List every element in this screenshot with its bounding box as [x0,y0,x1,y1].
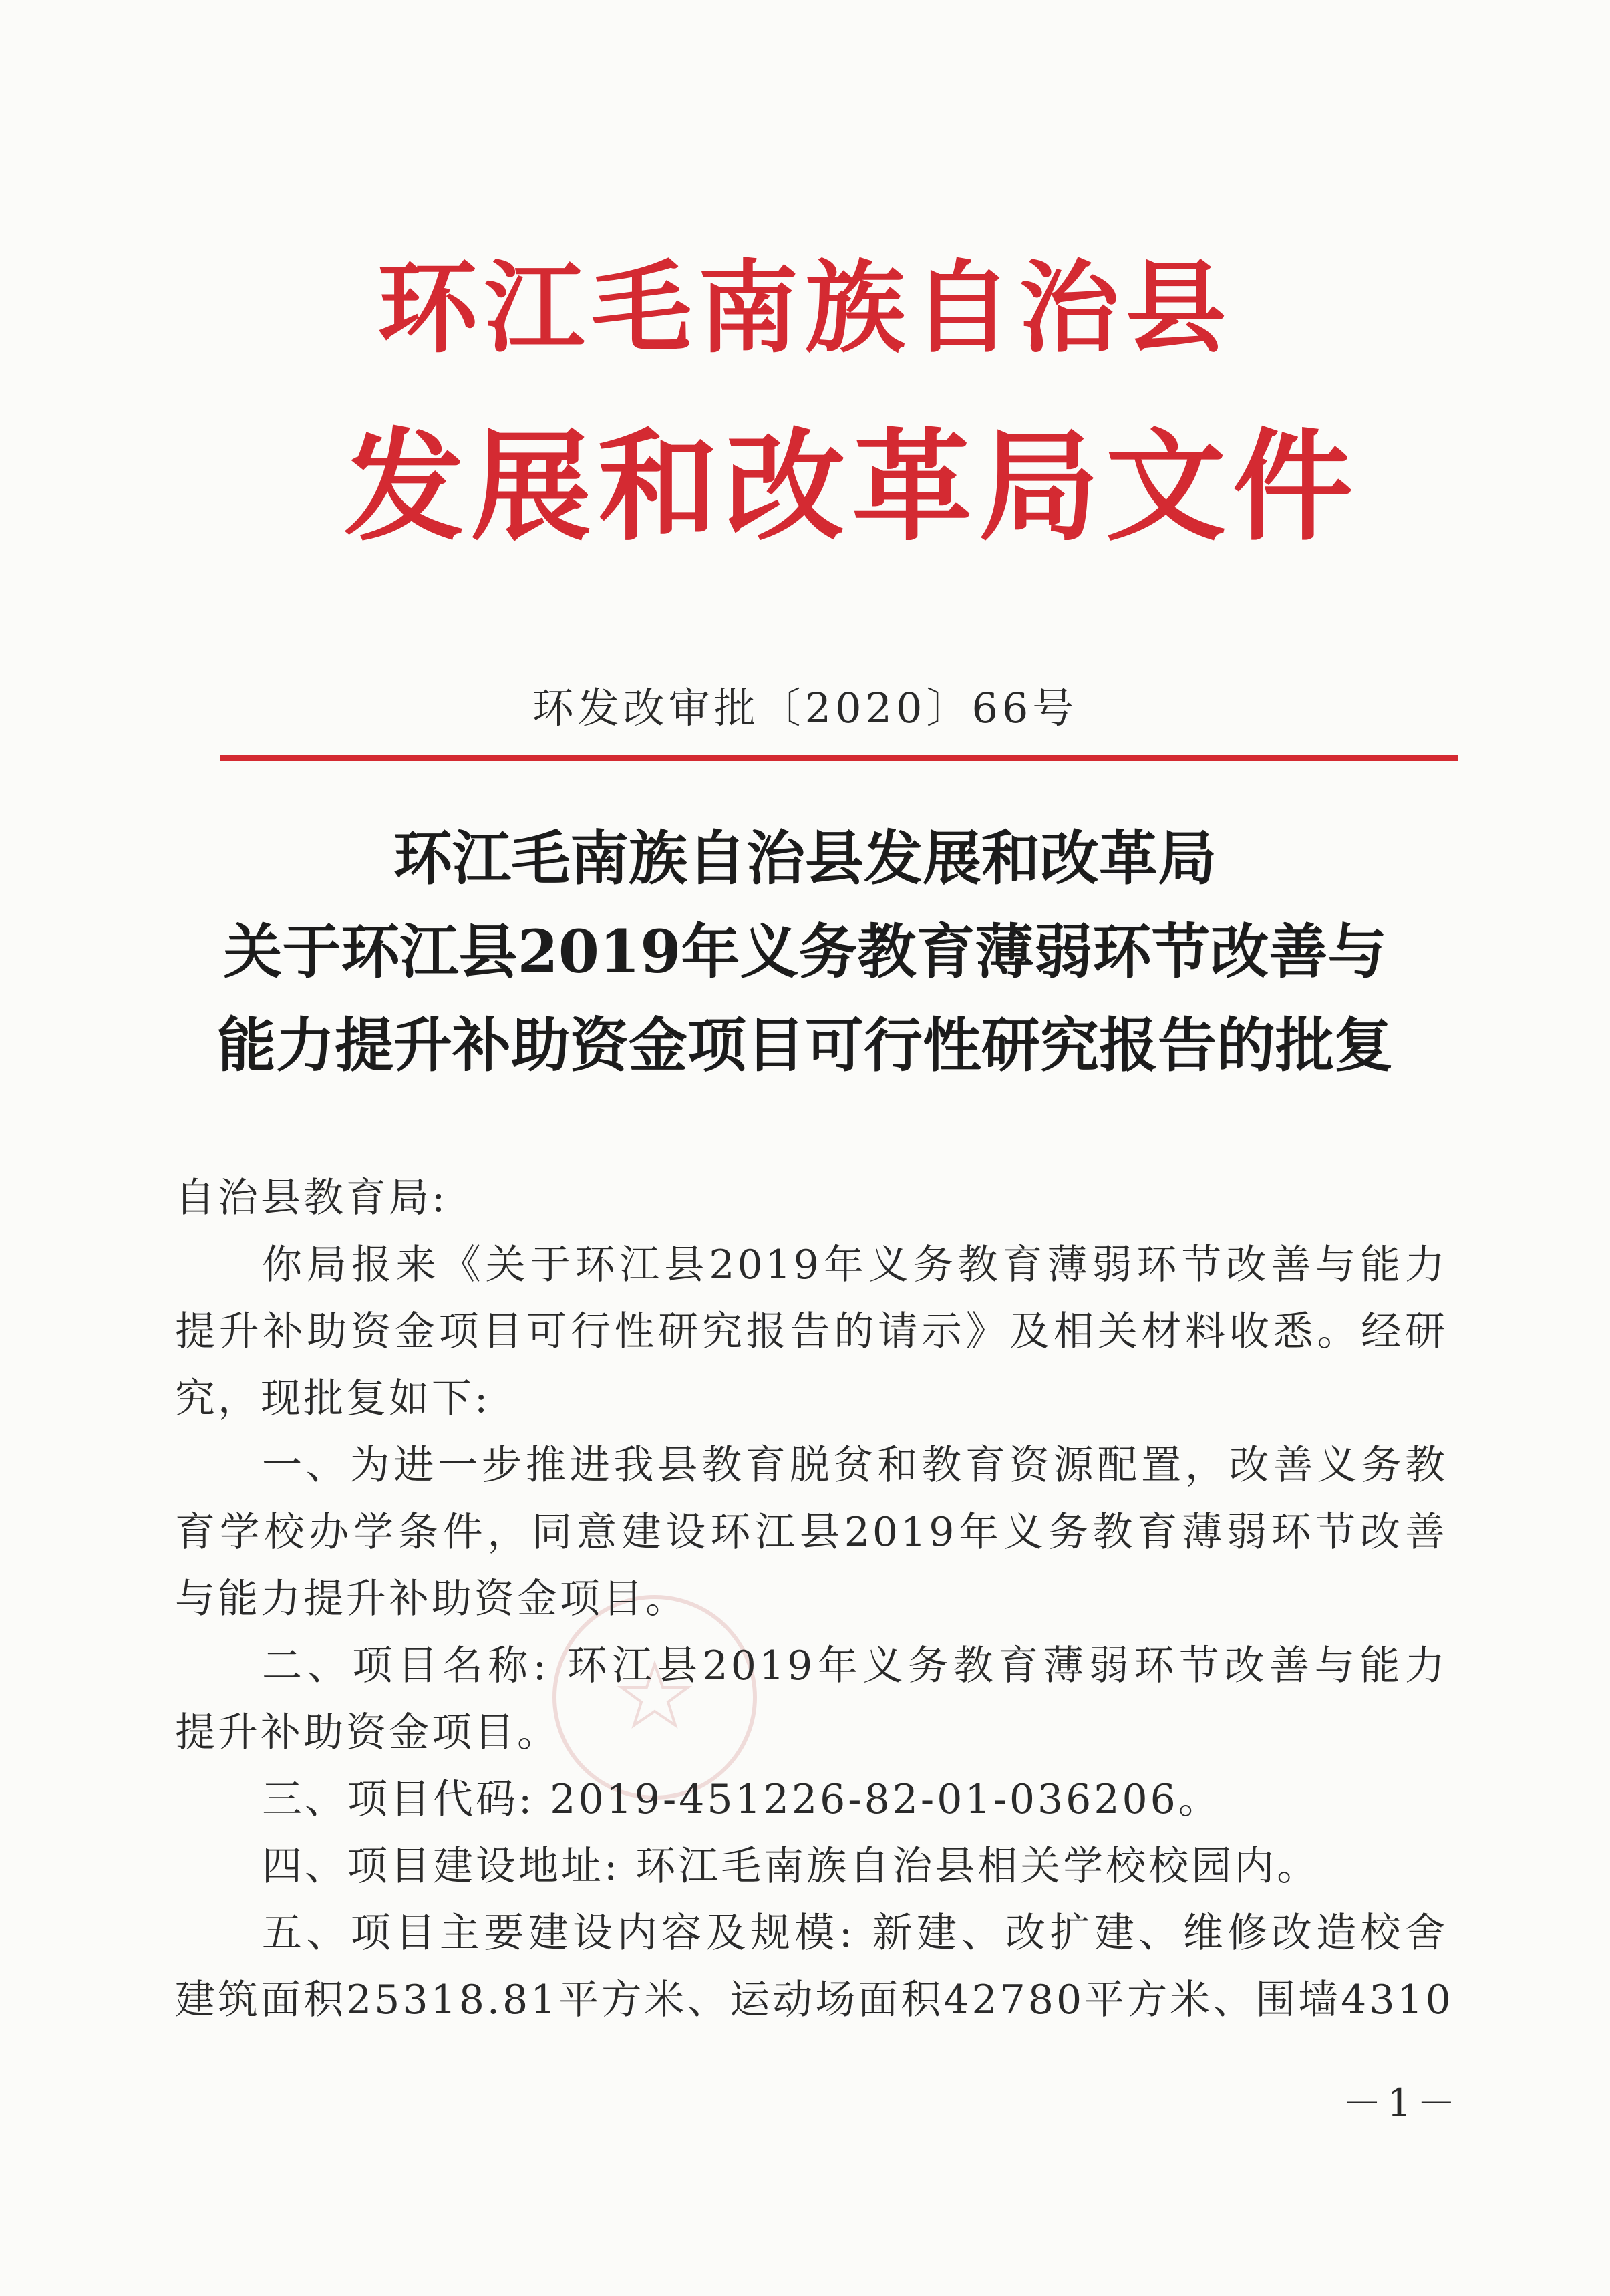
body-line-4: 一、为进一步推进我县教育脱贫和教育资源配置，改善义务教 [262,1442,1448,1489]
body-line-1: 你局报来《关于环江县2019年义务教育薄弱环节改善与能力 [262,1242,1448,1288]
body-line-12: 建筑面积25318.81平方米、运动场面积42780平方米、围墙4310 [175,1977,1454,2023]
document-number: 环发改审批〔2020〕66号 [532,684,1078,732]
salutation: 自治县教育局: [175,1175,448,1222]
document-title-line1: 环江毛南族自治县发展和改革局 [393,823,1217,893]
body-line-8: 提升补助资金项目。 [175,1709,560,1756]
body-line-9: 三、项目代码: 2019-451226-82-01-036206。 [262,1776,1221,1823]
body-line-10: 四、项目建设地址: 环江毛南族自治县相关学校校园内。 [262,1843,1320,1890]
red-divider-rule [220,755,1458,761]
issuer-header-line1: 环江毛南族自治县 [377,251,1233,367]
document-title-line3: 能力提升补助资金项目可行性研究报告的批复 [216,1010,1393,1080]
body-line-11: 五、项目主要建设内容及规模: 新建、改扩建、维修改造校舍 [262,1910,1448,1957]
body-line-3: 究，现批复如下: [175,1375,491,1422]
body-line-7: 二、项目名称: 环江县2019年义务教育薄弱环节改善与能力 [262,1642,1448,1689]
body-line-5: 育学校办学条件，同意建设环江县2019年义务教育薄弱环节改善 [175,1509,1448,1556]
issuer-header-line2: 发展和改革局文件 [343,418,1359,557]
body-line-2: 提升补助资金项目可行性研究报告的请示》及相关材料收悉。经研 [175,1308,1448,1355]
body-line-6: 与能力提升补助资金项目。 [175,1576,688,1622]
document-title-line2: 关于环江县2019年义务教育薄弱环节改善与 [223,917,1387,986]
page-number: －1－ [1343,2080,1461,2126]
